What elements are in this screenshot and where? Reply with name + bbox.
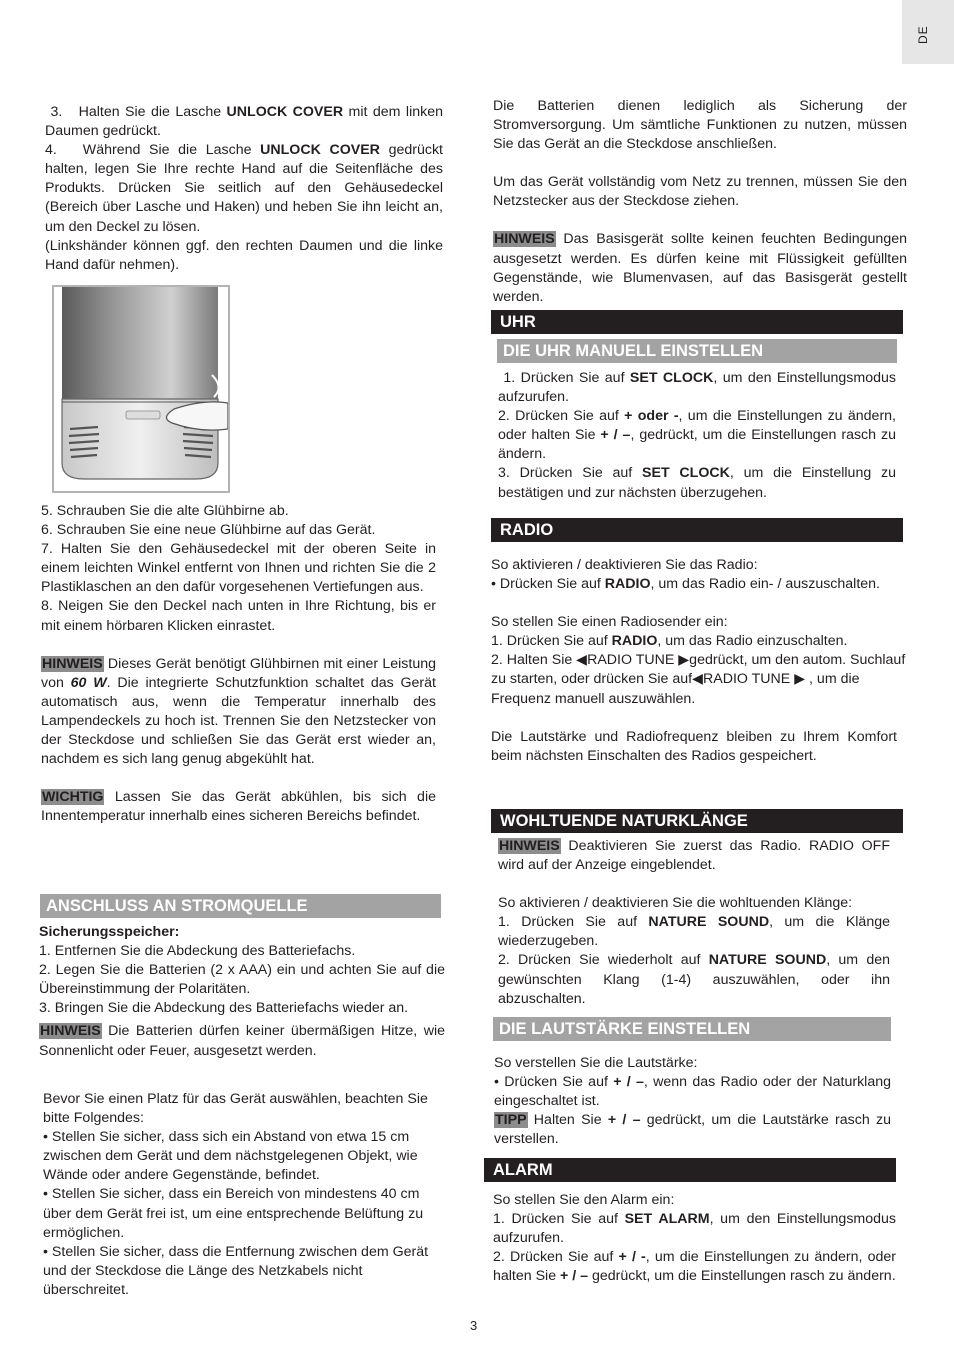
hinweis-tag: HINWEIS [494, 231, 555, 248]
section-uhr-title: UHR [491, 310, 903, 334]
radio-bullet: • Drücken Sie auf RADIO, um das Radio ein- / auszuschalten. [491, 576, 881, 593]
section-power-title: ANSCHLUSS AN STROMQUELLE [40, 894, 441, 918]
placement-item-2: • Stellen Sie sicher, dass ein Bereich von mindestens 40 cm über dem Gerät frei ist, um eine entsprechende Belüftung zu ermöglichen. [43, 1186, 424, 1241]
left-column-top [45, 103, 443, 275]
hinweis-tag: HINWEIS [42, 655, 103, 672]
left-column-bottom [39, 923, 445, 1061]
placement-item-1: • Stellen Sie sicher, dass sich ein Abstand von etwa 15 cm zwischen dem Gerät und dem nächstgelegenen Objekt, wie Wände oder andere Gegenstände, befindet. [43, 1129, 418, 1184]
hinweis-bulb: HINWEIS Dieses Gerät benötigt Glühbirnen mit einer Leistung von 60 W. Die integrierte Schutzfunktion schaltet das Gerät automatisch aus, wenn die Temperatur innerhalb des Lampendeckels zu hoch ist. Trennen Sie den Netzstecker von der Steckdose und schließen Sie das Gerät erst wieder an, nachdem es sich lang genug abgekühlt hat. [41, 655, 436, 768]
radio-step-2: 2. Halten Sie ◀RADIO TUNE ▶gedrückt, um den autom. Suchlauf zu starten, oder drücken Sie auf◀RADIO TUNE ▶ , um die Frequenz manuell auszuwählen. [491, 652, 906, 707]
section-uhr [491, 310, 903, 334]
section-alarm-title: ALARM [484, 1158, 896, 1182]
tipp-note: TIPP Halten Sie + / – gedrückt, um die Lautstärke rasch zu verstellen. [494, 1112, 891, 1148]
page-number: 3 [470, 1318, 478, 1333]
alarm-intro: So stellen Sie den Alarm ein: [493, 1192, 675, 1208]
step-3: 3. Halten Sie die Lasche UNLOCK COVER mit dem linken Daumen gedrückt. [45, 104, 443, 140]
unplug-text: Um das Gerät vollständig vom Netz zu trennen, müssen Sie den Netzstecker aus der Steckdose ziehen. [493, 174, 907, 210]
uhr-step-1: 1. Drücken Sie auf SET CLOCK, um den Einstellungsmodus aufzurufen. [498, 370, 896, 406]
tipp-tag: TIPP [495, 1112, 527, 1129]
hinweis-tag: HINWEIS [40, 1023, 101, 1040]
section-power [40, 894, 441, 918]
wichtig-note: WICHTIG Lassen Sie das Gerät abkühlen, bis sich die Innentemperatur innerhalb eines sicheren Bereichs befindet. [41, 789, 436, 825]
hinweis-battery: HINWEIS Die Batterien dürfen keiner übermäßigen Hitze, wie Sonnenlicht oder Feuer, ausgesetzt werden. [39, 1023, 445, 1059]
uhr-step-3: 3. Drücken Sie auf SET CLOCK, um die Einstellung zu bestätigen und zur nächsten überzugehen. [498, 465, 896, 501]
battery-text: Die Batterien dienen lediglich als Sicherung der Stromversorgung. Um sämtliche Funktionen zu nutzen, müssen Sie das Gerät an die Steckdose anschließen. [493, 98, 907, 153]
lamp-illustration [52, 285, 230, 493]
lamp-drawing [54, 287, 228, 491]
radio-step-1: 1. Drücken Sie auf RADIO, um das Radio einzuschalten. [491, 633, 848, 650]
sub-volume-title: DIE LAUTSTÄRKE EINSTELLEN [493, 1017, 891, 1041]
alarm-step-1: 1. Drücken Sie auf SET ALARM, um den Einstellungsmodus aufzurufen. [493, 1211, 896, 1247]
radio-memory: Die Lautstärke und Radiofrequenz bleiben zu Ihrem Komfort beim nächsten Einschalten des Radios gespeichert. [491, 728, 897, 764]
backup-step-2: 2. Legen Sie die Batterien (2 x AAA) ein und achten Sie auf die Übereinstimmung der Polaritäten. [39, 962, 445, 998]
sub-uhr [497, 339, 897, 363]
sub-volume [493, 1017, 891, 1041]
step-4: 4. Während Sie die Lasche UNLOCK COVER gedrückt halten, legen Sie Ihre rechte Hand auf die Seitenfläche des Produkts. Drücken Sie seitlich auf den Gehäusedeckel (Bereich über Lasche und Haken) und heben Sie ihn leicht an, um den Deckel zu lösen. [45, 142, 443, 235]
wichtig-tag: WICHTIG [42, 789, 104, 806]
language-label: DE [916, 25, 930, 44]
lefthand-note: (Linkshänder können ggf. den rechten Daumen und die linke Hand dafür nehmen). [45, 237, 443, 273]
radio-block [491, 556, 906, 766]
alarm-block [493, 1191, 896, 1286]
sub-uhr-title: DIE UHR MANUELL EINSTELLEN [497, 339, 897, 363]
nature-block [498, 837, 890, 1009]
hinweis-moisture: HINWEIS Das Basisgerät sollte keinen feuchten Bedingungen ausgesetzt werden. Es dürfen keine mit Flüssigkeit gefüllten Gegenstände, wie Blumenvasen, auf das Basisgerät gestellt werden. [493, 231, 907, 305]
step-8: 8. Neigen Sie den Deckel nach unten in Ihre Richtung, bis er mit einem hörbaren Klicken einrastet. [41, 598, 436, 634]
right-column-top [493, 97, 907, 307]
volume-intro: So verstellen Sie die Lautstärke: [494, 1055, 698, 1071]
placement-block [43, 1090, 441, 1300]
section-radio-title: RADIO [491, 518, 903, 542]
hinweis-radio-off: HINWEIS Deaktivieren Sie zuerst das Radio. RADIO OFF wird auf der Anzeige eingeblendet. [498, 838, 890, 874]
step-6: 6. Schrauben Sie eine neue Glühbirne auf das Gerät. [41, 522, 376, 539]
nature-step-1: 1. Drücken Sie auf NATURE SOUND, um die Klänge wiederzugeben. [498, 914, 890, 950]
section-alarm [484, 1158, 896, 1182]
alarm-step-2: 2. Drücken Sie auf + / -, um die Einstellungen zu ändern, oder halten Sie + / – gedrückt, um die Einstellungen rasch zu ändern. [493, 1249, 896, 1285]
nature-intro: So aktivieren / deaktivieren Sie die wohltuenden Klänge: [498, 895, 853, 912]
volume-bullet: • Drücken Sie auf + / –, wenn das Radio oder der Naturklang eingeschaltet ist. [494, 1074, 891, 1110]
placement-intro: Bevor Sie einen Platz für das Gerät auswählen, beachten Sie bitte Folgendes: [43, 1091, 428, 1127]
language-tab [902, 0, 954, 64]
radio-intro: So aktivieren / deaktivieren Sie das Radio: [491, 557, 758, 573]
section-radio [491, 518, 903, 542]
step-7: 7. Halten Sie den Gehäusedeckel mit der oberen Seite in einem leichten Winkel entfernt von Ihnen und richten Sie die 2 Plastiklaschen an den dafür vorgesehenen Vertiefungen aus. [41, 541, 436, 596]
section-nature [491, 809, 903, 833]
uhr-step-2: 2. Drücken Sie auf + oder -, um die Einstellungen zu ändern, oder halten Sie + / –, gedrückt, um die Einstellungen rasch zu ändern. [498, 408, 896, 463]
section-nature-title: WOHLTUENDE NATURKLÄNGE [491, 809, 903, 833]
hinweis-tag: HINWEIS [499, 838, 560, 854]
backup-title: Sicherungsspeicher: [39, 924, 180, 940]
radio-station-intro: So stellen Sie einen Radiosender ein: [491, 614, 728, 631]
backup-step-3: 3. Bringen Sie die Abdeckung des Batteriefachs wieder an. [39, 1000, 409, 1017]
volume-block [494, 1054, 891, 1149]
step-5: 5. Schrauben Sie die alte Glühbirne ab. [41, 503, 289, 519]
left-column-middle [41, 502, 436, 826]
nature-step-2: 2. Drücken Sie wiederholt auf NATURE SOUND, um den gewünschten Klang (1-4) auszuwählen, oder ihn abzuschalten. [498, 952, 890, 1007]
backup-step-1: 1. Entfernen Sie die Abdeckung des Batteriefachs. [39, 943, 356, 960]
uhr-steps [498, 369, 896, 503]
placement-item-3: • Stellen Sie sicher, dass die Entfernung zwischen dem Gerät und der Steckdose die Länge des Netzkabels nicht überschreitet. [43, 1243, 429, 1298]
